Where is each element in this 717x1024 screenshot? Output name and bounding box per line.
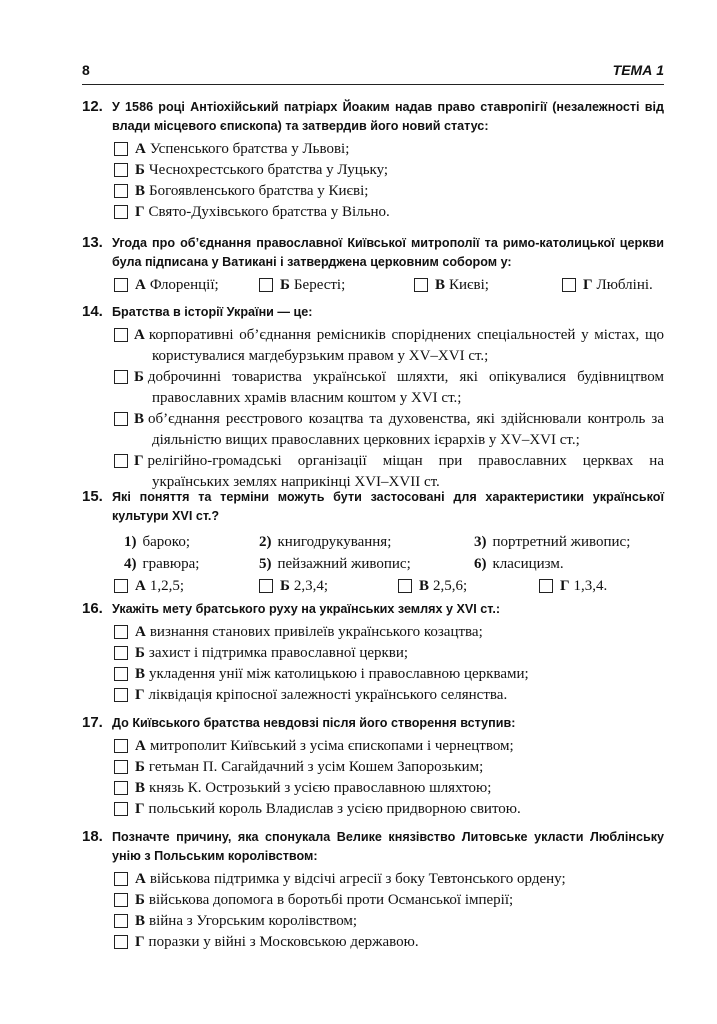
option-b[interactable]: Б гетьман П. Сагайдачний з усім Кошем Запорозьким; xyxy=(114,757,664,778)
option-a[interactable]: А визнання станових привілеїв українського козацтва; xyxy=(114,622,664,643)
option-b[interactable]: Б Бересті; xyxy=(259,275,345,296)
question-16 xyxy=(82,600,664,706)
option-a[interactable]: А військова підтримка у відсічі агресії з боку Тевтонського ордену; xyxy=(114,869,664,890)
question-text: Які поняття та терміни можуть бути застосовані для характеристики української культури XVI ст.? xyxy=(112,490,664,523)
question-text: До Київського братства невдовзі після його створення вступив: xyxy=(112,716,516,730)
checkbox[interactable] xyxy=(114,370,128,384)
question-number: 13. xyxy=(82,234,103,251)
checkbox[interactable] xyxy=(114,205,128,219)
question-12 xyxy=(82,98,664,223)
question-number: 18. xyxy=(82,828,103,845)
option-b[interactable]: Б доброчинні товариства української шляхти, які опікувалися будівництвом православних храмів власним коштом у XVI ст.; xyxy=(114,367,664,409)
question-18 xyxy=(82,828,664,953)
checkbox[interactable] xyxy=(259,278,273,292)
checkbox[interactable] xyxy=(114,646,128,660)
option-v[interactable]: В об’єднання реєстрового козацтва та духовенства, які здійснювали контроль за діяльністю вищих православних церковних ієрархів у XV–XVI ст.; xyxy=(114,409,664,451)
option-b[interactable]: Б Чеснохрестського братства у Луцьку; xyxy=(114,160,664,181)
question-text: Братства в історії України — це: xyxy=(112,305,313,319)
term-item: 1) бароко; xyxy=(124,534,190,550)
option-v[interactable]: В війна з Угорським королівством; xyxy=(114,911,664,932)
option-g[interactable]: Г поразки у війні з Московською державою. xyxy=(114,932,664,953)
option-v[interactable]: В князь К. Острозький з усією православною шляхтою; xyxy=(114,778,664,799)
question-14 xyxy=(82,303,664,493)
checkbox[interactable] xyxy=(414,278,428,292)
checkbox[interactable] xyxy=(114,688,128,702)
checkbox[interactable] xyxy=(114,739,128,753)
option-v[interactable]: В Богоявленського братства у Києві; xyxy=(114,181,664,202)
option-g[interactable]: Г релігійно-громадські організації міщан при православних церквах на українських землях наприкінці XVI–XVII ст. xyxy=(114,451,664,493)
checkbox[interactable] xyxy=(114,935,128,949)
option-a[interactable]: А корпоративні об’єднання ремісників споріднених спеціальностей у містах, що користувалися магдебурзьким правом у XV–XVI ст.; xyxy=(114,325,664,367)
term-item: 5) пейзажний живопис; xyxy=(259,556,411,572)
question-15 xyxy=(82,488,664,598)
option-g[interactable]: Г польський король Владислав з усією придворною свитою. xyxy=(114,799,664,820)
option-a[interactable]: А 1,2,5; xyxy=(114,576,184,597)
checkbox[interactable] xyxy=(114,802,128,816)
option-v[interactable]: В 2,5,6; xyxy=(398,576,467,597)
question-text: Позначте причину, яка спонукала Велике князівство Литовське укласти Люблінську унію з Польським королівством: xyxy=(112,830,664,863)
term-item: 4) гравюра; xyxy=(124,556,200,572)
option-b[interactable]: Б 2,3,4; xyxy=(259,576,328,597)
option-v[interactable]: В укладення унії між католицькою і православною церквами; xyxy=(114,664,664,685)
checkbox[interactable] xyxy=(114,184,128,198)
option-b[interactable]: Б військова допомога в боротьбі проти Османської імперії; xyxy=(114,890,664,911)
question-text: Укажіть мету братського руху на українських землях у XVI ст.: xyxy=(112,602,501,616)
checkbox[interactable] xyxy=(259,579,273,593)
checkbox[interactable] xyxy=(114,163,128,177)
question-number: 14. xyxy=(82,303,103,320)
checkbox[interactable] xyxy=(539,579,553,593)
page-header xyxy=(82,60,664,85)
option-a[interactable]: А митрополит Київський з усіма єпископами і чернецтвом; xyxy=(114,736,664,757)
question-13 xyxy=(82,234,664,297)
question-number: 12. xyxy=(82,98,103,115)
checkbox[interactable] xyxy=(114,625,128,639)
checkbox[interactable] xyxy=(114,760,128,774)
checkbox[interactable] xyxy=(114,579,128,593)
term-item: 2) книгодрукування; xyxy=(259,534,392,550)
checkbox[interactable] xyxy=(114,914,128,928)
checkbox[interactable] xyxy=(114,667,128,681)
option-g[interactable]: Г ліквідація кріпосної залежності українського селянства. xyxy=(114,685,664,706)
option-g[interactable]: Г Свято-Духівського братства у Вільно. xyxy=(114,202,664,223)
term-item: 3) портретний живопис; xyxy=(474,534,631,550)
checkbox[interactable] xyxy=(114,454,128,468)
option-a[interactable]: А Успенського братства у Львові; xyxy=(114,139,664,160)
question-number: 15. xyxy=(82,488,103,505)
checkbox[interactable] xyxy=(398,579,412,593)
page-number: 8 xyxy=(82,62,90,78)
checkbox[interactable] xyxy=(114,328,128,342)
option-b[interactable]: Б захист і підтримка православної церкви; xyxy=(114,643,664,664)
checkbox[interactable] xyxy=(114,278,128,292)
question-number: 16. xyxy=(82,600,103,617)
question-number: 17. xyxy=(82,714,103,731)
checkbox[interactable] xyxy=(114,872,128,886)
option-g[interactable]: Г Любліні. xyxy=(562,275,653,296)
option-v[interactable]: В Києві; xyxy=(414,275,489,296)
checkbox[interactable] xyxy=(562,278,576,292)
term-item: 6) класицизм. xyxy=(474,556,564,572)
topic-label: ТЕМА 1 xyxy=(612,62,664,78)
question-17 xyxy=(82,714,664,820)
option-g[interactable]: Г 1,3,4. xyxy=(539,576,607,597)
checkbox[interactable] xyxy=(114,142,128,156)
checkbox[interactable] xyxy=(114,781,128,795)
question-text: У 1586 році Антіохійський патріарх Йоаким надав право ставропігії (незалежності від влади місцевого єпископа) та затвердив його новий статус: xyxy=(112,100,664,133)
question-text: Угода про об’єднання православної Київської митрополії та римо-католицької церкви була підписана у Ватикані і затверджена церковним собором у: xyxy=(112,236,664,269)
checkbox[interactable] xyxy=(114,893,128,907)
checkbox[interactable] xyxy=(114,412,128,426)
option-a[interactable]: А Флоренції; xyxy=(114,275,219,296)
